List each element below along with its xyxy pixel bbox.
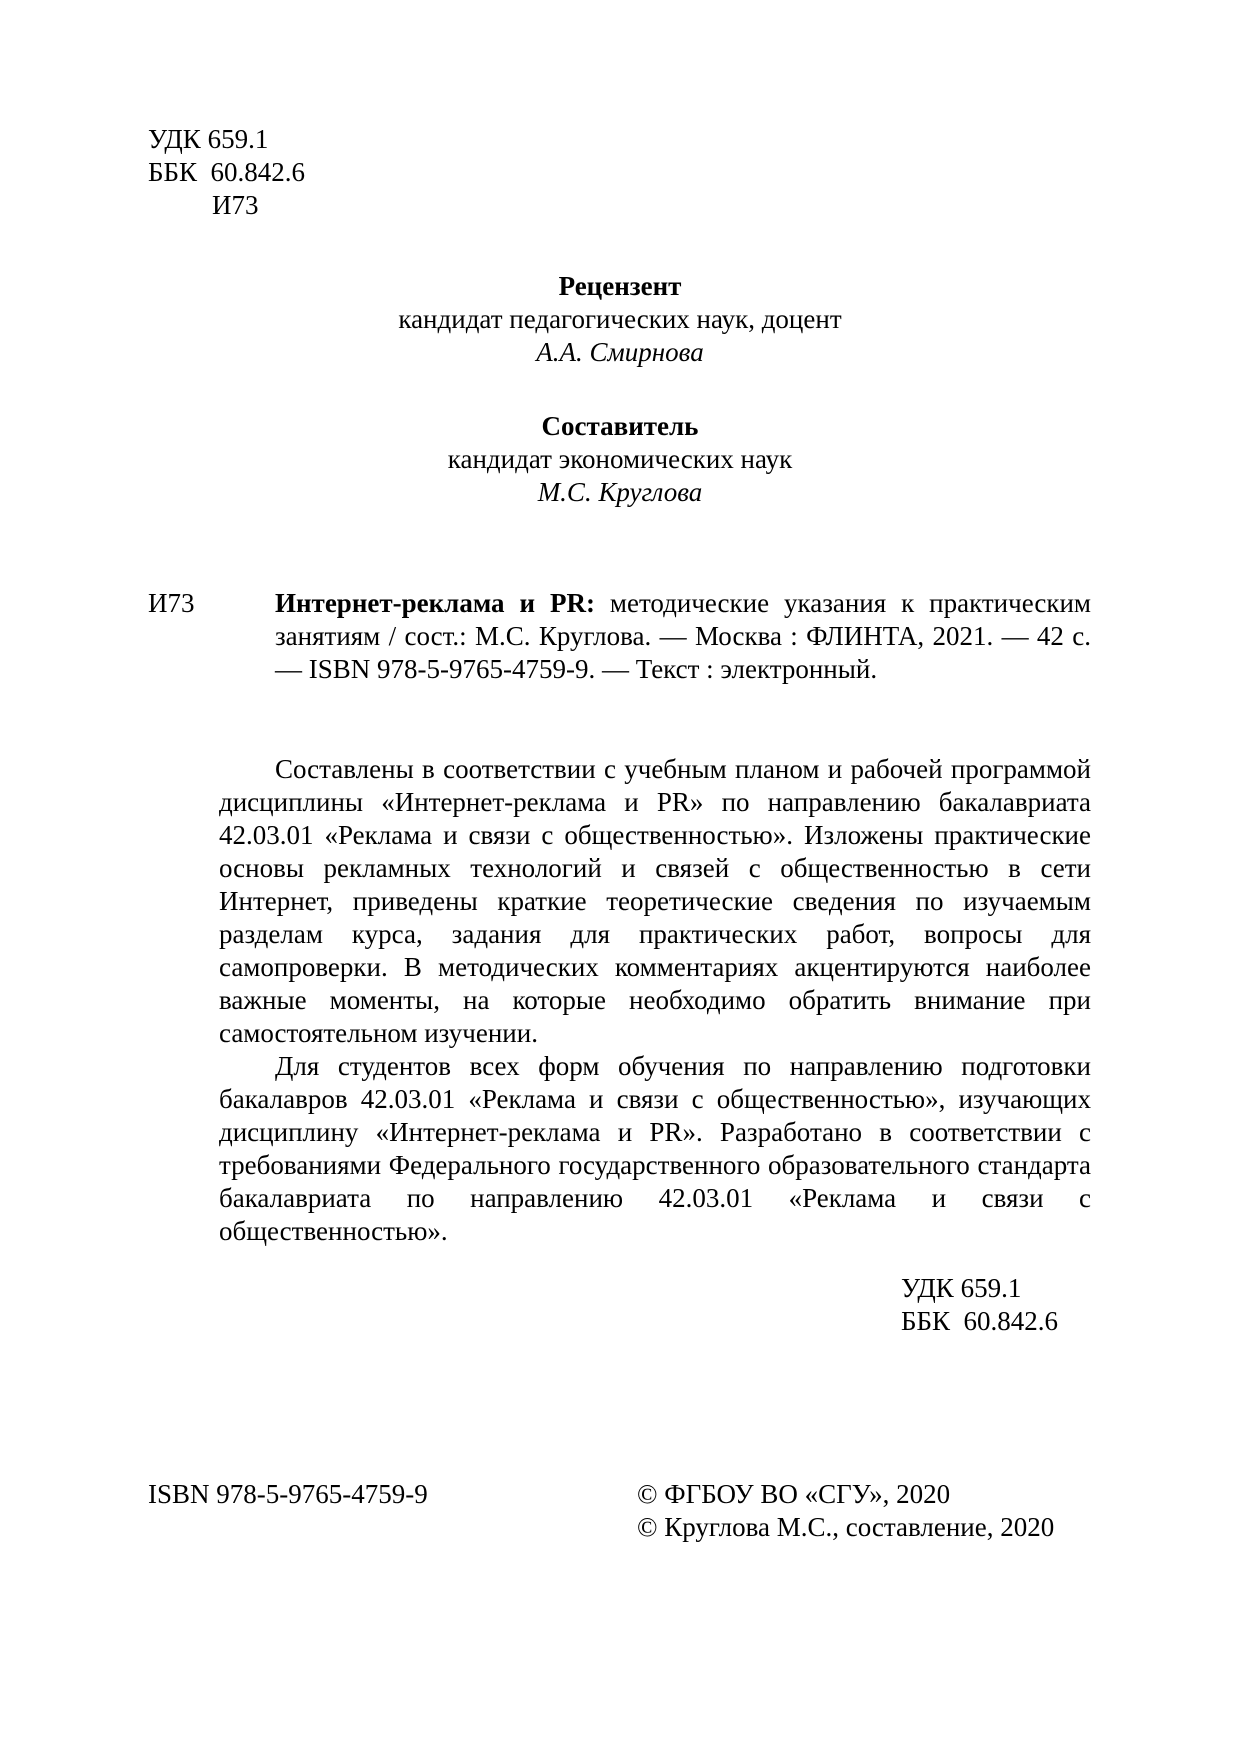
bib-title: Интернет-реклама и PR:	[275, 588, 595, 618]
compiler-name: М.С. Круглова	[537, 477, 703, 507]
author-mark-top: И73	[212, 190, 259, 220]
bib-description: методические указания к практическим занятиям / сост.: М.С. Круглова. — Москва : ФЛИНТА, 2021. — 42 с. — ISBN 978-5-9765-4759-9. — Текст : электронный.	[275, 588, 1091, 684]
annotation	[219, 753, 1091, 1248]
compiler-block	[300, 410, 940, 509]
reviewer-degree: кандидат педагогических наук, доцент	[398, 304, 842, 334]
copyright-block	[637, 1478, 1054, 1544]
bbk-code-top: ББК 60.842.6	[148, 157, 306, 187]
bbk-code-bottom: ББК 60.842.6	[901, 1306, 1059, 1336]
reviewer-heading: Рецензент	[558, 271, 682, 301]
isbn: ISBN 978-5-9765-4759-9	[148, 1479, 428, 1509]
udk-code-top: УДК 659.1	[148, 124, 269, 154]
copyright-university: © ФГБОУ ВО «СГУ», 2020	[637, 1479, 951, 1509]
reviewer-block	[300, 270, 940, 369]
annotation-paragraph-1: Составлены в соответствии с учебным планом и рабочей программой дисциплины «Интернет-реклама и PR» по направлению бакалавриата 42.03.01 «Реклама и связи с общественностью». Изложены практические основы рекламных технологий и связей с общественностью в сети Интернет, приведены краткие теоретические сведения по изучаемым разделам курса, задания для практических работ, вопросы для самопроверки. В методических комментариях акцентируются наиболее важные моменты, на которые необходимо обратить внимание при самостоятельном изучении.	[219, 754, 1091, 1048]
compiler-degree: кандидат экономических наук	[447, 444, 793, 474]
bibliographic-entry	[219, 587, 1091, 686]
bib-author-mark: И73	[148, 588, 195, 618]
udk-code-bottom: УДК 659.1	[901, 1273, 1022, 1303]
copyright-compiler: © Круглова М.С., составление, 2020	[637, 1512, 1055, 1542]
annotation-paragraph-2: Для студентов всех форм обучения по направлению подготовки бакалавров 42.03.01 «Реклама и связи с общественностью», изучающих дисциплину «Интернет-реклама и PR». Разработано в соответствии с требованиями Федерального государственного образовательного стандарта бакалавриата по направлению 42.03.01 «Реклама и связи с общественностью».	[219, 1051, 1091, 1246]
compiler-heading: Составитель	[541, 411, 699, 441]
reviewer-name: А.А. Смирнова	[536, 337, 704, 367]
